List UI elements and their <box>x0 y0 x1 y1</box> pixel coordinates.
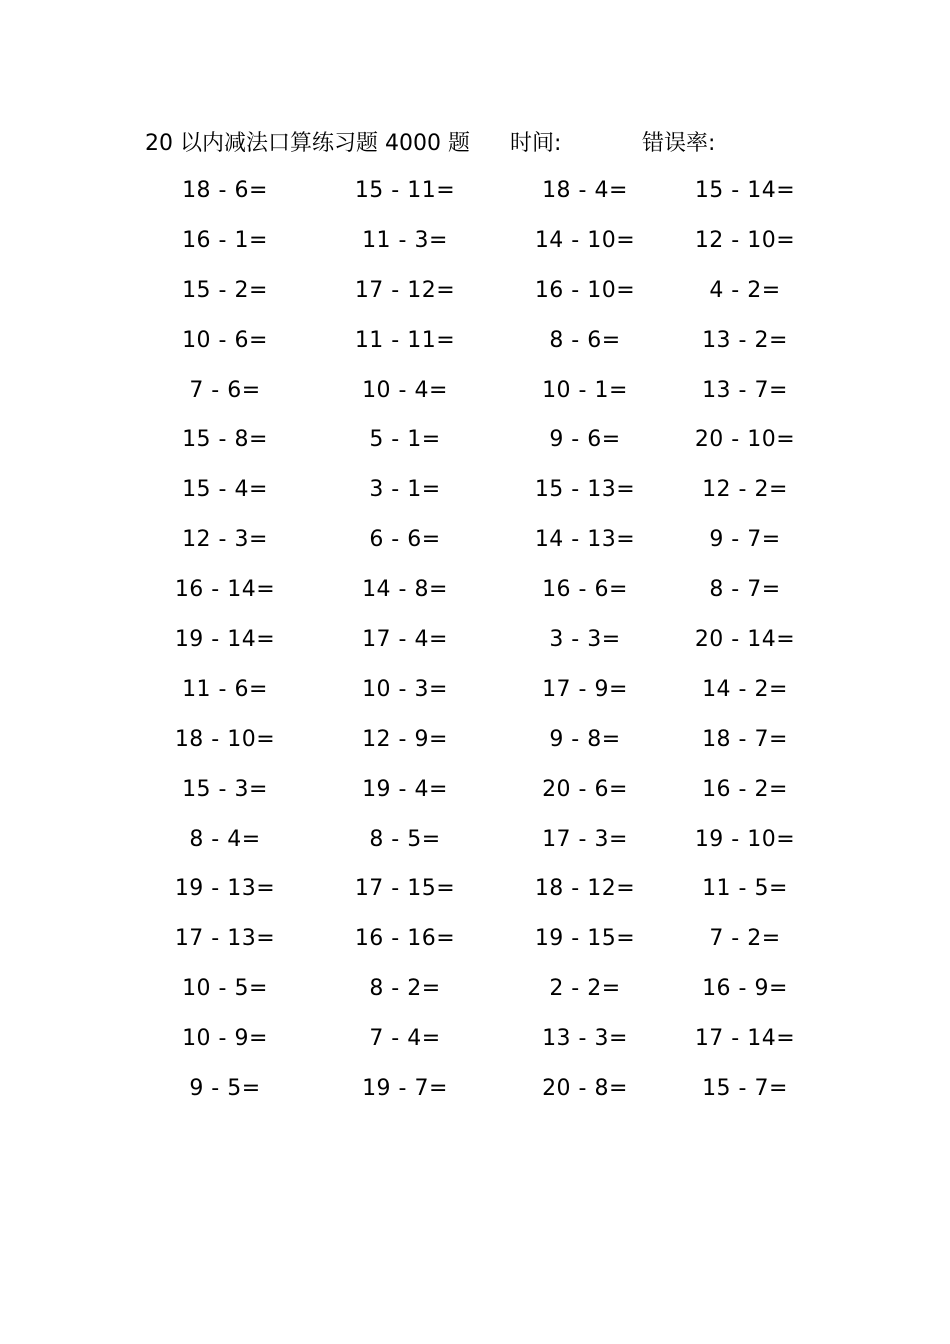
subtraction-problem: 9 - 5= <box>189 1076 261 1102</box>
subtraction-problem: 11 - 6= <box>182 676 268 702</box>
subtraction-problem: 7 - 4= <box>369 1026 441 1052</box>
subtraction-problem: 16 - 16= <box>354 926 456 952</box>
subtraction-problem: 8 - 2= <box>369 976 441 1002</box>
subtraction-problem: 15 - 14= <box>694 178 796 203</box>
subtraction-problem: 18 - 4= <box>542 178 628 203</box>
subtraction-problem: 9 - 6= <box>549 427 621 453</box>
subtraction-problem: 10 - 5= <box>182 976 268 1002</box>
subtraction-problem: 11 - 11= <box>354 327 456 353</box>
subtraction-problem: 19 - 15= <box>534 926 636 952</box>
subtraction-problem: 8 - 5= <box>369 826 441 852</box>
subtraction-problem: 9 - 8= <box>549 726 621 752</box>
subtraction-problem: 12 - 3= <box>182 527 268 553</box>
subtraction-problem: 19 - 10= <box>694 826 796 852</box>
subtraction-problem: 19 - 14= <box>174 627 276 653</box>
subtraction-problem: 20 - 14= <box>694 627 796 653</box>
subtraction-problem: 17 - 15= <box>354 876 456 902</box>
subtraction-problem: 13 - 2= <box>702 327 788 353</box>
subtraction-problem: 15 - 2= <box>182 277 268 303</box>
error-rate-label: 错误率: <box>642 131 716 156</box>
subtraction-problem: 16 - 10= <box>534 277 636 303</box>
subtraction-problem: 15 - 11= <box>354 178 456 203</box>
subtraction-problem: 19 - 4= <box>362 776 448 802</box>
problem-grid <box>135 168 815 1116</box>
subtraction-problem: 20 - 6= <box>542 776 628 802</box>
subtraction-problem: 18 - 6= <box>182 178 268 203</box>
subtraction-problem: 15 - 3= <box>182 776 268 802</box>
subtraction-problem: 8 - 4= <box>189 826 261 852</box>
subtraction-problem: 10 - 9= <box>182 1026 268 1052</box>
worksheet-header <box>145 124 865 164</box>
time-label: 时间: <box>510 131 562 156</box>
subtraction-problem: 5 - 1= <box>369 427 441 453</box>
subtraction-problem: 18 - 7= <box>702 726 788 752</box>
subtraction-problem: 2 - 2= <box>549 976 621 1002</box>
subtraction-problem: 15 - 13= <box>534 477 636 503</box>
subtraction-problem: 13 - 3= <box>542 1026 628 1052</box>
subtraction-problem: 16 - 1= <box>182 227 268 253</box>
subtraction-problem: 10 - 1= <box>542 377 628 403</box>
subtraction-problem: 16 - 2= <box>702 776 788 802</box>
subtraction-problem: 19 - 7= <box>362 1076 448 1102</box>
subtraction-problem: 17 - 4= <box>362 627 448 653</box>
subtraction-problem: 17 - 3= <box>542 826 628 852</box>
subtraction-problem: 17 - 14= <box>694 1026 796 1052</box>
subtraction-problem: 15 - 4= <box>182 477 268 503</box>
subtraction-problem: 14 - 2= <box>702 676 788 702</box>
subtraction-problem: 17 - 12= <box>354 277 456 303</box>
subtraction-problem: 13 - 7= <box>702 377 788 403</box>
subtraction-problem: 14 - 10= <box>534 227 636 253</box>
subtraction-problem: 6 - 6= <box>369 527 441 553</box>
subtraction-problem: 14 - 8= <box>362 577 448 603</box>
subtraction-problem: 14 - 13= <box>534 527 636 553</box>
subtraction-problem: 20 - 8= <box>542 1076 628 1102</box>
subtraction-problem: 11 - 5= <box>702 876 788 902</box>
subtraction-problem: 7 - 2= <box>709 926 781 952</box>
subtraction-problem: 10 - 4= <box>362 377 448 403</box>
worksheet-title: 20 以内减法口算练习题 4000 题 <box>145 131 470 156</box>
subtraction-problem: 16 - 9= <box>702 976 788 1002</box>
subtraction-problem: 9 - 7= <box>709 527 781 553</box>
subtraction-problem: 15 - 8= <box>182 427 268 453</box>
subtraction-problem: 16 - 6= <box>542 577 628 603</box>
subtraction-problem: 12 - 10= <box>694 227 796 253</box>
subtraction-problem: 16 - 14= <box>174 577 276 603</box>
subtraction-problem: 12 - 9= <box>362 726 448 752</box>
subtraction-problem: 7 - 6= <box>189 377 261 403</box>
subtraction-problem: 12 - 2= <box>702 477 788 503</box>
subtraction-problem: 15 - 7= <box>702 1076 788 1102</box>
subtraction-problem: 10 - 3= <box>362 676 448 702</box>
subtraction-problem: 3 - 3= <box>549 627 621 653</box>
subtraction-problem: 17 - 13= <box>174 926 276 952</box>
subtraction-problem: 11 - 3= <box>362 227 448 253</box>
subtraction-problem: 17 - 9= <box>542 676 628 702</box>
subtraction-problem: 4 - 2= <box>709 277 781 303</box>
subtraction-problem: 20 - 10= <box>694 427 796 453</box>
subtraction-problem: 3 - 1= <box>369 477 441 503</box>
subtraction-problem: 10 - 6= <box>182 327 268 353</box>
subtraction-problem: 8 - 6= <box>549 327 621 353</box>
subtraction-problem: 18 - 10= <box>174 726 276 752</box>
subtraction-problem: 18 - 12= <box>534 876 636 902</box>
subtraction-problem: 8 - 7= <box>709 577 781 603</box>
subtraction-problem: 19 - 13= <box>174 876 276 902</box>
